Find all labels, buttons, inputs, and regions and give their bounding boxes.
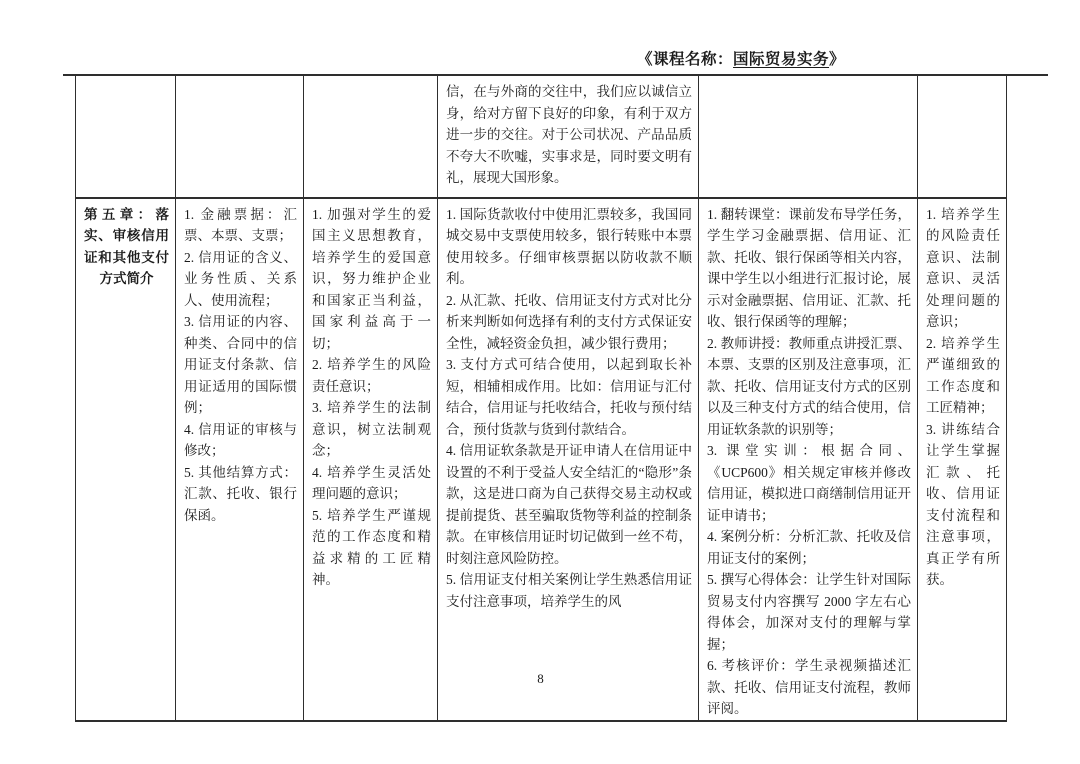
expected-outcomes-cell xyxy=(918,198,1007,721)
page-title xyxy=(637,47,845,69)
cell-paragraph: 5. 撰写心得体会：让学生针对国际贸易支付内容撰写 2000 字左右心得体会，加深对支付的理解与掌握； xyxy=(707,572,911,652)
page-title-suffix: 》 xyxy=(829,51,846,68)
cell-paragraph: 5. 信用证支付相关案例让学生熟悉信用证支付注意事项，培养学生的风 xyxy=(446,572,692,609)
cell-paragraph: 1. 加强对学生的爱国主义思想教育，培养学生的爱国意识，努力维护企业和国家正当利益，国家利益高于一切； xyxy=(312,206,431,351)
cell-paragraph: 2. 培养学生严谨细致的工作态度和工匠精神； xyxy=(926,335,1000,415)
cell-paragraph: 1. 培养学生的风险责任意识、法制意识、灵活处理问题的意识； xyxy=(926,206,1000,329)
cell-paragraph: 2. 信用证的含义、业务性质、关系人、使用流程； xyxy=(184,249,297,308)
knowledge-points-cell xyxy=(176,198,304,721)
carryover-knowledge-cell xyxy=(176,76,304,198)
cell-paragraph: 4. 案例分析：分析汇款、托收及信用证支付的案例； xyxy=(707,529,911,566)
page-title-course-name: 国际贸易实务 xyxy=(733,51,830,68)
carryover-ideology-cell xyxy=(304,76,438,198)
page-title-prefix: 《课程名称： xyxy=(637,51,734,68)
chapter-title-cell xyxy=(76,198,176,721)
teaching-methods-cell xyxy=(699,198,918,721)
cell-paragraph: 3. 支付方式可结合使用，以起到取长补短，相辅相成作用。比如：信用证与汇付结合，信用证与托收结合，托收与预付结合，预付货款与货到付款结合。 xyxy=(446,357,692,437)
carryover-outcomes-cell xyxy=(918,76,1007,198)
page-number: 8 xyxy=(537,671,544,686)
cell-paragraph: 1. 国际货款收付中使用汇票较多，我国同城交易中支票使用较多，银行转账中本票使用较多。仔细审核票据以防收款不顺利。 xyxy=(446,206,692,286)
cell-paragraph: 1. 翻转课堂：课前发布导学任务，学生学习金融票据、信用证、汇款、托收、银行保函等相关内容，课中学生以小组进行汇报讨论，展示对金融票据、信用证、汇款、托收、银行保函等的理解； xyxy=(707,206,911,329)
course-plan-table xyxy=(75,75,1007,722)
cell-paragraph: 4. 信用证软条款是开证申请人在信用证中设置的不利于受益人安全结汇的“隐形”条款，这是进口商为自己获得交易主动权或提前提货、甚至骗取货物等利益的控制条款。在审核信用证时切记做到一丝不苟，时刻注意风险防控。 xyxy=(446,443,692,566)
table-row-carryover xyxy=(76,76,1007,198)
integration-points-cell xyxy=(438,198,699,721)
ideology-goals-cell xyxy=(304,198,438,721)
table-row-chapter5 xyxy=(76,198,1007,721)
cell-paragraph: 5. 培养学生严谨规范的工作态度和精益求精的工匠精神。 xyxy=(312,507,431,587)
cell-paragraph: 2. 教师讲授：教师重点讲授汇票、本票、支票的区别及注意事项，汇款、托收、信用证支付方式的区别以及三种支付方式的结合使用，信用证软条款的识别等； xyxy=(707,335,911,437)
chapter-title: 第五章：落实、审核信用证和其他支付方式简介 xyxy=(84,206,169,286)
cell-paragraph: 信，在与外商的交往中，我们应以诚信立身，给对方留下良好的印象，有利于双方进一步的交往。对于公司状况、产品品质不夸大不吹嘘，实事求是，同时要文明有礼，展现大国形象。 xyxy=(446,84,692,185)
cell-paragraph: 1. 金融票据：汇票、本票、支票； xyxy=(184,206,297,243)
cell-paragraph: 6. 考核评价：学生录视频描述汇款、托收、信用证支付流程，教师评阅。 xyxy=(707,658,911,716)
cell-paragraph: 3. 培养学生的法制意识，树立法制观念； xyxy=(312,400,431,458)
cell-paragraph: 3. 讲练结合让学生掌握汇款、托收、信用证支付流程和注意事项，真正学有所获。 xyxy=(926,421,1000,587)
cell-paragraph: 4. 培养学生灵活处理问题的意识； xyxy=(312,464,431,501)
cell-paragraph: 5. 其他结算方式：汇款、托收、银行保函。 xyxy=(184,464,297,523)
cell-paragraph: 4. 信用证的审核与修改； xyxy=(184,421,297,458)
carryover-chapter-cell xyxy=(76,76,176,198)
cell-paragraph: 2. 从汇款、托收、信用证支付方式对比分析来判断如何选择有利的支付方式保证安全性，减轻资金负担，减少银行费用； xyxy=(446,292,692,351)
carryover-methods-cell xyxy=(699,76,918,198)
cell-paragraph: 2. 培养学生的风险责任意识； xyxy=(312,357,431,394)
carryover-integration-cell xyxy=(438,76,699,198)
cell-paragraph: 3. 课堂实训：根据合同、《UCP600》相关规定审核并修改信用证，模拟进口商缮制信用证开证申请书； xyxy=(707,443,911,523)
cell-paragraph: 3. 信用证的内容、种类、合同中的信用证支付条款、信用证适用的国际惯例； xyxy=(184,314,297,415)
